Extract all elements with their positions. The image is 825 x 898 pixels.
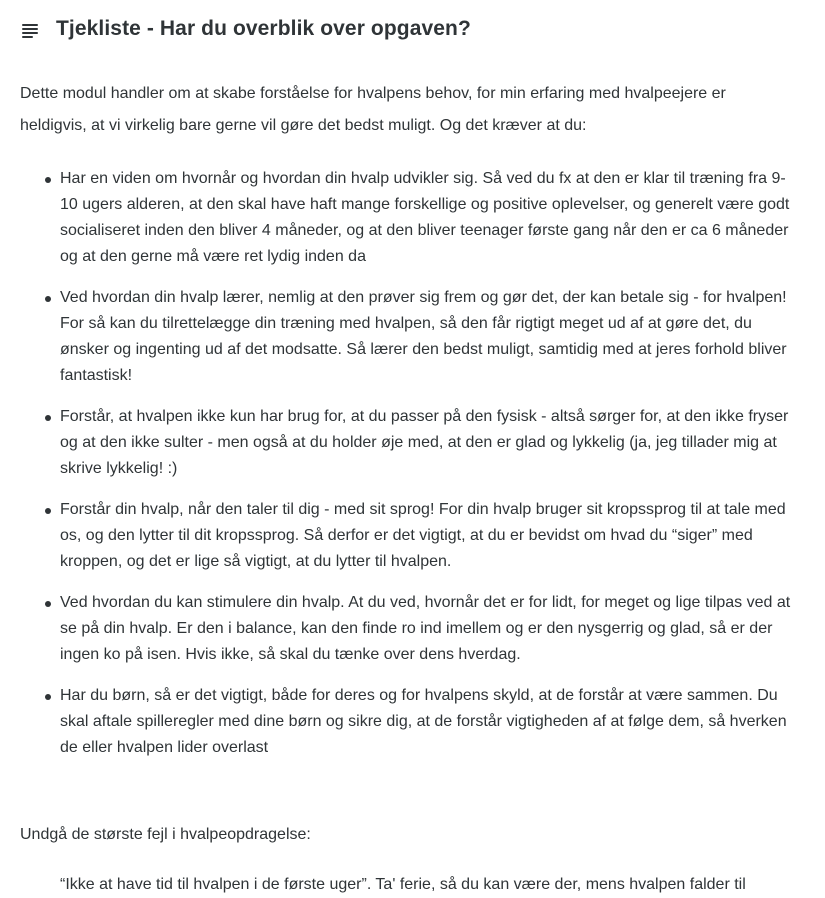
list-item: Har du børn, så er det vigtigt, både for deres og for hvalpens skyld, at de forstår at være sammen. Du skal aftale spilleregler med dine børn og sikre dig, at de forstår vigtigheden af at følge dem, så hverken de eller hvalpen lider overlast bbox=[60, 683, 795, 761]
list-item: Ved hvordan du kan stimulere din hvalp. At du ved, hvornår det er for lidt, for meget og lige tilpas ved at se på din hvalp. Er den i balance, kan den finde ro ind imellem og er den nysgerrig og glad, så er der ingen ko på isen. Hvis ikke, så skal du tænke over dens hverdag. bbox=[60, 590, 795, 668]
lesson-header bbox=[22, 14, 471, 44]
lesson-title: Tjekliste - Har du overblik over opgaven? bbox=[56, 17, 471, 40]
intro-paragraph: Dette modul handler om at skabe forståelse for hvalpens behov, for min erfaring med hvalpeejere er heldigvis, at vi virkelig bare gerne vil gøre det bedst muligt. Og det kræver at du: bbox=[20, 85, 726, 134]
list-item: Ved hvordan din hvalp lærer, nemlig at den prøver sig frem og gør det, der kan betale sig - for hvalpen! For så kan du tilrettelægge din træning med hvalpen, så den får rigtigt meget ud af at gøre det, du ønsker og ingenting ud af det modsatte. Så lærer den bedst muligt, samtidig med at jeres forhold bliver fantastisk! bbox=[60, 285, 795, 389]
mistakes-list bbox=[60, 872, 800, 898]
checklist bbox=[20, 166, 795, 761]
list-item: Forstår, at hvalpen ikke kun har brug for, at du passer på den fysisk - altså sørger for, at den ikke fryser og at den ikke sulter - men også at du holder øje med, at den er glad og lykkelig (ja, jeg tillader mig at skrive lykkelig! :) bbox=[60, 404, 795, 482]
list-item: Forstår din hvalp, når den taler til dig - med sit sprog! For din hvalp bruger sit kropssprog til at tale med os, og den lytter til dit kropssprog. Så derfor er det vigtigt, at du er bevidst om hvad du “siger” med kroppen, og det er lige så vigtigt, at du lytter til hvalpen. bbox=[60, 497, 795, 575]
section-heading: Undgå de største fejl i hvalpeopdragelse: bbox=[20, 826, 311, 843]
list-item: Har en viden om hvornår og hvordan din hvalp udvikler sig. Så ved du fx at den er klar til træning fra 9-10 ugers alderen, at den skal have haft mange forskellige og positive oplevelser, og generelt være godt socialiseret inden den bliver 4 måneder, og at den bliver teenager første gang når den er ca 6 måneder og at den gerne må være ret lydig inden da bbox=[60, 166, 795, 270]
lesson-content bbox=[20, 78, 795, 776]
text-lines-icon bbox=[22, 24, 38, 38]
list-item: “Ikke at have tid til hvalpen i de første uger”. Ta' ferie, så du kan være der, mens hvalpen falder til bbox=[60, 872, 800, 898]
